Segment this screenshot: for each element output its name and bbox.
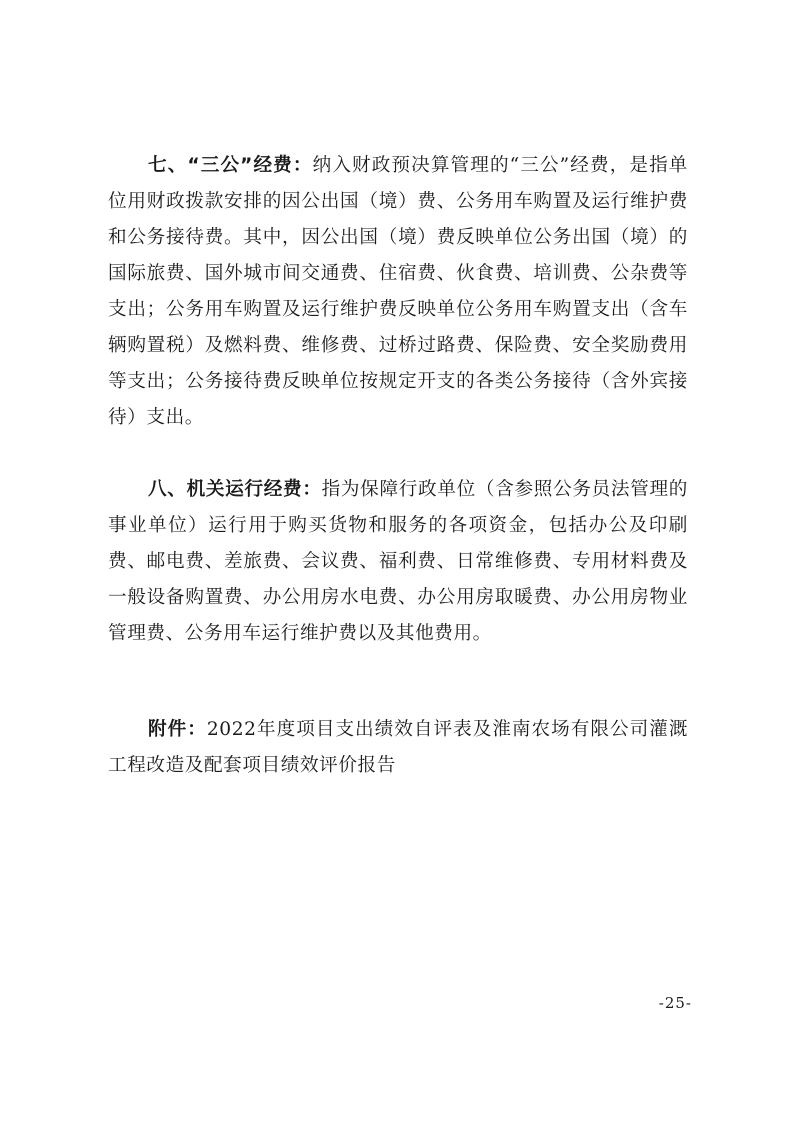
attachment-label: 附件 (148, 719, 188, 740)
term-colon: ： (292, 155, 313, 176)
attachment-text: 2022年度项目支出绩效自评表及淮南农场有限公司灌溉工程改造及配套项目绩效评价报告 (108, 719, 689, 776)
paragraph-agency-operating-expenses (108, 472, 688, 652)
paragraph-body: 指为保障行政单位（含参照公务员法管理的事业单位）运行用于购买货物和服务的各项资金，包括办公及印刷费、邮电费、差旅费、会议费、福利费、日常维修费、专用材料费及一般设备购置费、办公用房水电费、办公用房取暖费、办公用房物业管理费、公务用车运行维护费以及其他费用。 (108, 479, 688, 644)
term-three-public-expenses: 七、“三公”经费 (148, 155, 293, 176)
term-colon: ： (302, 479, 322, 500)
paragraph-body: 纳入财政预决算管理的“三公”经费，是指单位用财政拨款安排的因公出国（境）费、公务用车购置及运行维护费和公务接待费。其中，因公出国（境）费反映单位公务出国（境）的国际旅费、国外城市间交通费、住宿费、伙食费、培训费、公杂费等支出；公务用车购置及运行维护费反映单位公务用车购置支出（含车辆购置税）及燃料费、维修费、过桥过路费、保险费、安全奖励费用等支出；公务接待费反映单位按规定开支的各类公务接待（含外宾接待）支出。 (108, 155, 688, 428)
term-agency-operating-expenses: 八、机关运行经费 (148, 479, 303, 500)
attachment-note (108, 712, 688, 784)
paragraph-three-public-expenses (108, 148, 688, 436)
attachment-colon: ： (187, 719, 207, 740)
page-number: -25- (658, 994, 692, 1012)
